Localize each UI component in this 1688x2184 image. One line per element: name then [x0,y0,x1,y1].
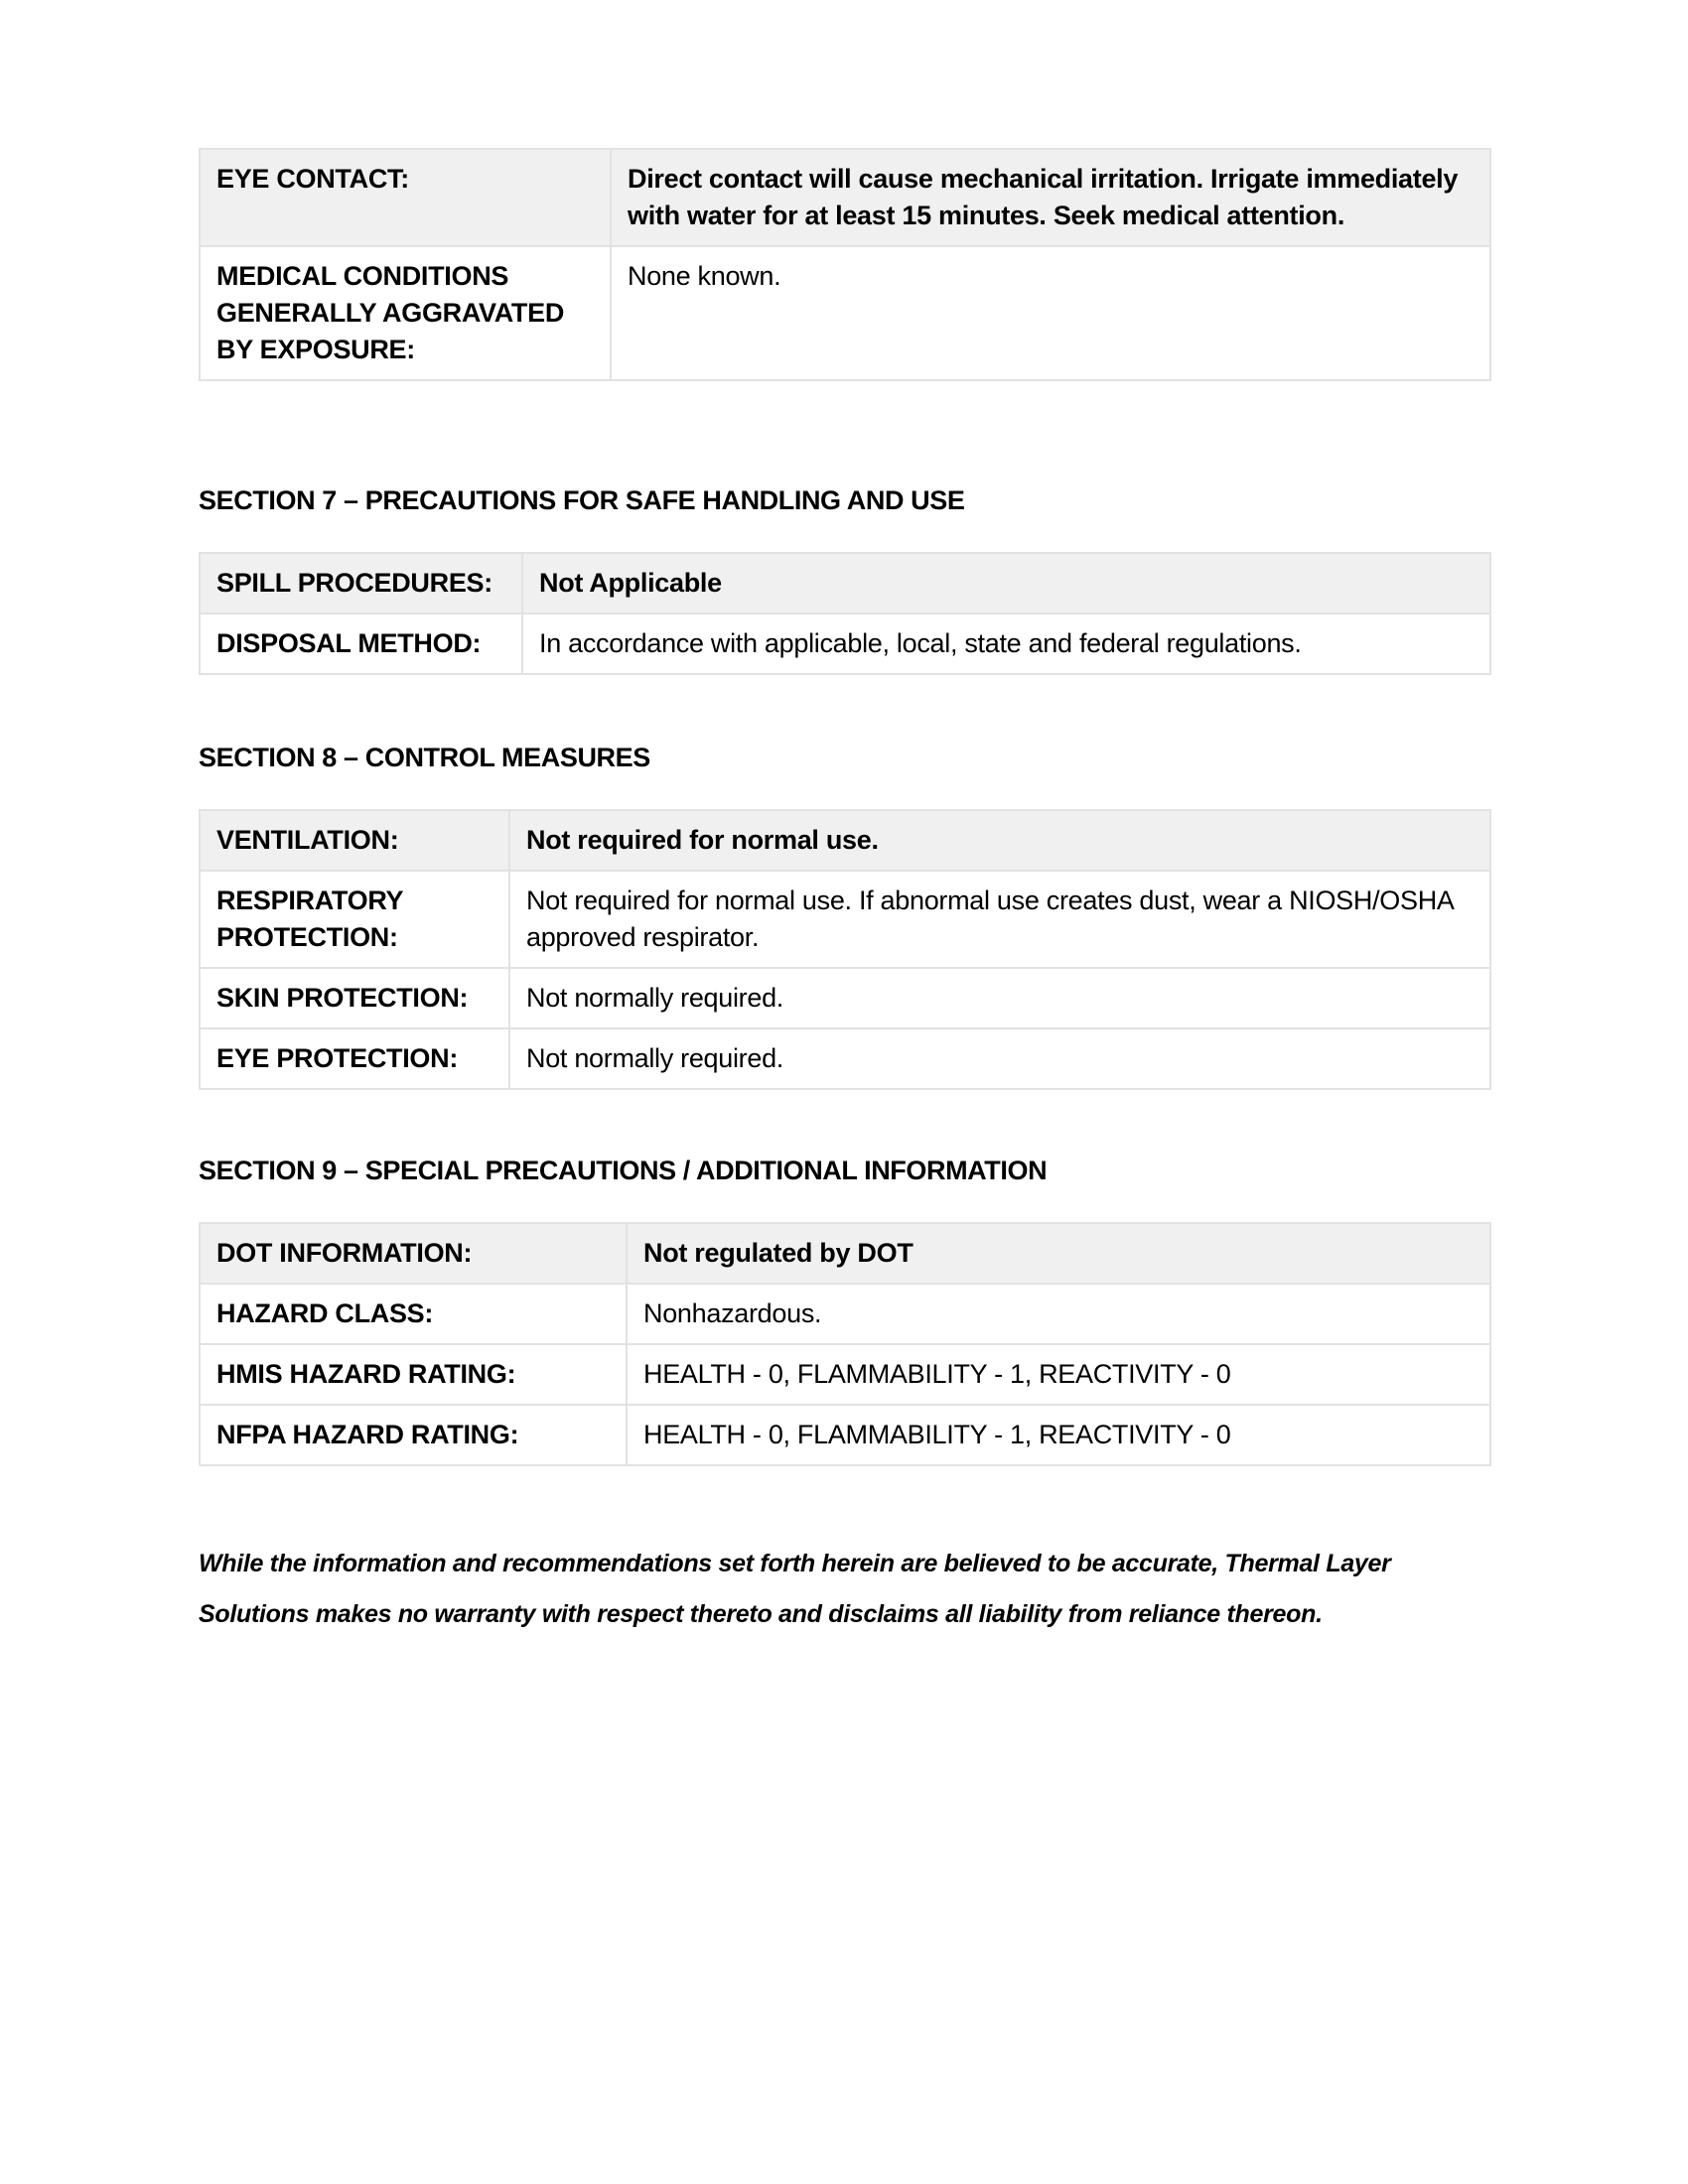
section-7-heading: SECTION 7 – PRECAUTIONS FOR SAFE HANDLING AND USE [199,485,965,515]
row-value: In accordance with applicable, local, state and federal regulations. [522,614,1490,674]
table-row [200,553,1490,614]
row-label: SPILL PROCEDURES: [200,553,522,614]
section-9-table [199,1222,1491,1466]
row-label: DISPOSAL METHOD: [200,614,522,674]
row-value: HEALTH - 0, FLAMMABILITY - 1, REACTIVITY - 0 [627,1405,1490,1465]
table-row [200,246,1490,380]
table-row [200,871,1490,968]
section-8-table [199,809,1491,1090]
disclaimer [199,1539,1509,1640]
table-row [200,1028,1490,1089]
section-9-heading: SECTION 9 – SPECIAL PRECAUTIONS / ADDITIONAL INFORMATION [199,1156,1048,1185]
first-aid-table [199,148,1491,381]
section-8-heading: SECTION 8 – CONTROL MEASURES [199,743,650,772]
section-7-table-block [199,552,1489,675]
row-label: NFPA HAZARD RATING: [200,1405,627,1465]
row-value: Not Applicable [522,553,1490,614]
section-8-table-block [199,809,1489,1090]
row-label: DOT INFORMATION: [200,1223,627,1284]
table-row [200,1284,1490,1344]
table-row [200,968,1490,1028]
row-value: Not regulated by DOT [627,1223,1490,1284]
row-value: Not normally required. [509,1028,1490,1089]
section-7-table [199,552,1491,675]
row-value: HEALTH - 0, FLAMMABILITY - 1, REACTIVITY - 0 [627,1344,1490,1405]
row-label: VENTILATION: [200,810,509,871]
row-value: Not required for normal use. If abnormal use creates dust, wear a NIOSH/OSHA approved respirator. [509,871,1490,968]
row-value: Nonhazardous. [627,1284,1490,1344]
table-row [200,149,1490,246]
row-value: Not required for normal use. [509,810,1490,871]
row-label: RESPIRATORY PROTECTION: [200,871,509,968]
table-row [200,1405,1490,1465]
row-label: HMIS HAZARD RATING: [200,1344,627,1405]
row-value: Direct contact will cause mechanical irritation. Irrigate immediately with water for at least 15 minutes. Seek medical attention. [611,149,1490,246]
row-label: MEDICAL CONDITIONS GENERALLY AGGRAVATED BY EXPOSURE: [200,246,611,380]
disclaimer-line-1: While the information and recommendations set forth herein are believed to be accurate, Thermal Layer [199,1550,1391,1577]
row-value: Not normally required. [509,968,1490,1028]
table-row [200,614,1490,674]
disclaimer-line-2: Solutions makes no warranty with respect thereto and disclaims all liability from reliance thereon. [199,1600,1323,1628]
first-aid-table-block [199,148,1489,381]
row-label: HAZARD CLASS: [200,1284,627,1344]
row-value: None known. [611,246,1490,380]
section-9-table-block [199,1222,1489,1466]
table-row [200,810,1490,871]
row-label: SKIN PROTECTION: [200,968,509,1028]
table-row [200,1344,1490,1405]
table-row [200,1223,1490,1284]
row-label: EYE CONTACT: [200,149,611,246]
row-label: EYE PROTECTION: [200,1028,509,1089]
